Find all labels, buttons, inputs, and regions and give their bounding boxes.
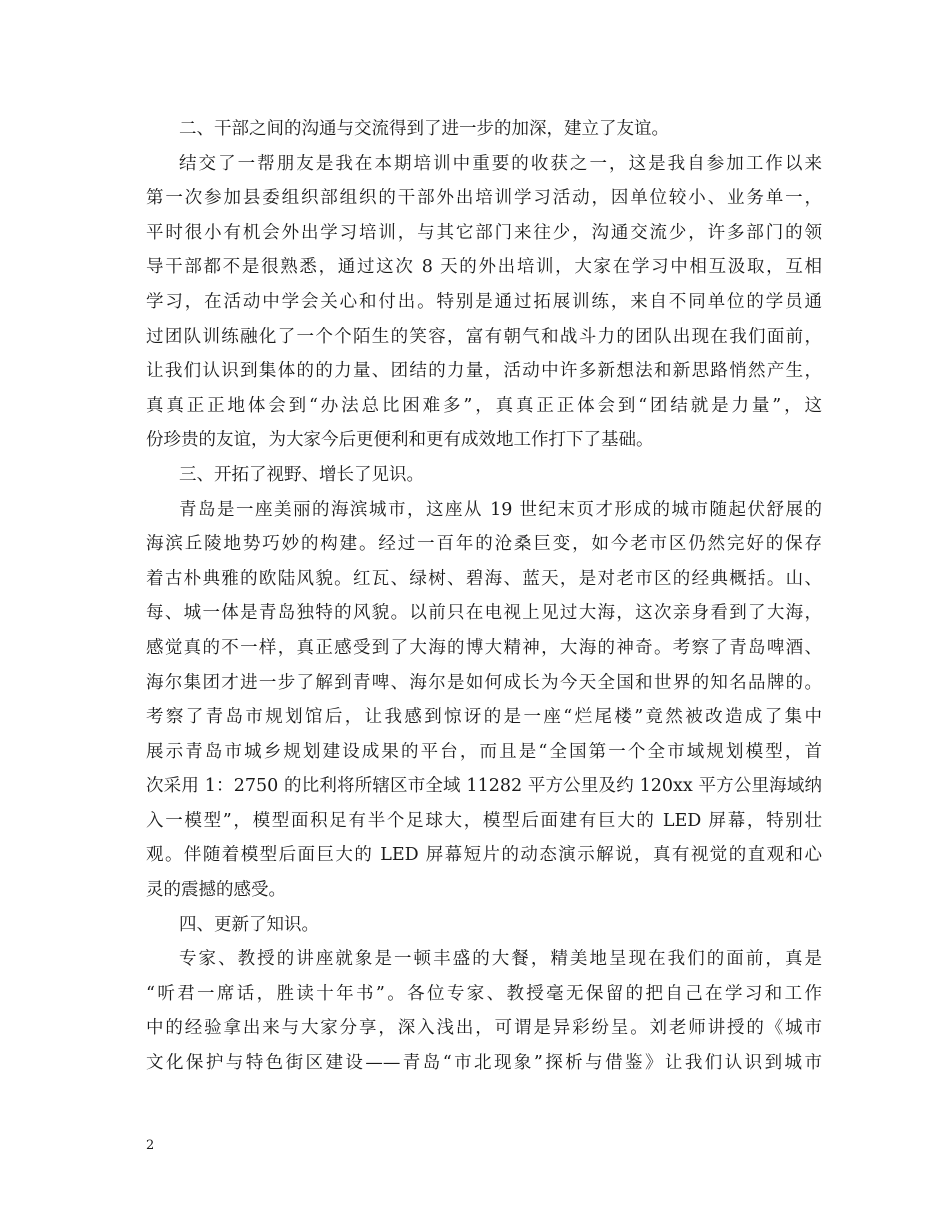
paragraph-line: 平时很小有机会外出学习培训，与其它部门来往少，沟通交流少，许多部门的领 bbox=[146, 222, 822, 243]
paragraph-heading: 二、干部之间的沟通与交流得到了进一步的加深，建立了友谊。 bbox=[179, 119, 669, 139]
paragraph-line: 结交了一帮朋友是我在本期培训中重要的收获之一，这是我自参加工作以来 bbox=[179, 153, 822, 174]
document-body bbox=[146, 112, 822, 1081]
paragraph-line: 第一次参加县委组织部组织的干部外出培训学习活动，因单位较小、业务单一， bbox=[146, 188, 822, 209]
paragraph-line: 专家、教授的讲座就象是一顿丰盛的大餐，精美地呈现在我们的面前，真是 bbox=[179, 949, 822, 970]
paragraph-line: 每、城一体是青岛独特的风貌。以前只在电视上见过大海，这次亲身看到了大海， bbox=[146, 603, 822, 624]
paragraph-line: 中的经验拿出来与大家分享，深入浅出，可谓是异彩纷呈。刘老师讲授的《城市 bbox=[146, 1018, 822, 1039]
paragraph-line: 过团队训练融化了一个个陌生的笑容，富有朝气和战斗力的团队出现在我们面前， bbox=[146, 326, 822, 347]
page-number: 2 bbox=[146, 1138, 155, 1153]
paragraph-line: 真真正正地体会到“办法总比困难多”，真真正正体会到“团结就是力量”，这 bbox=[146, 395, 822, 416]
paragraph-line: 让我们认识到集体的的力量、团结的力量，活动中许多新想法和新思路悄然产生， bbox=[146, 361, 822, 382]
paragraph-line: 感觉真的不一样，真正感受到了大海的博大精神，大海的神奇。考察了青岛啤酒、 bbox=[146, 637, 822, 658]
paragraph-line: “听君一席话，胜读十年书”。各位专家、教授毫无保留的把自己在学习和工作 bbox=[146, 983, 822, 1004]
paragraph-line: 海尔集团才进一步了解到青啤、海尔是如何成长为今天全国和世界的知名品牌的。 bbox=[146, 672, 822, 693]
paragraph-heading: 三、开拓了视野、增长了见识。 bbox=[179, 464, 424, 485]
paragraph-line: 灵的震撼的感受。 bbox=[146, 880, 286, 901]
paragraph-line: 考察了青岛市规划馆后，让我感到惊讶的是一座“烂尾楼”竟然被改造成了集中 bbox=[146, 707, 822, 728]
paragraph-line: 海滨丘陵地势巧妙的构建。经过一百年的沧桑巨变，如今老市区仍然完好的保存 bbox=[146, 534, 822, 555]
paragraph-line: 份珍贵的友谊，为大家今后更便利和更有成效地工作打下了基础。 bbox=[146, 430, 654, 451]
paragraph-line: 观。伴随着模型后面巨大的 LED 屏幕短片的动态演示解说，真有视觉的直观和心 bbox=[146, 845, 822, 866]
paragraph-line: 入一模型”，模型面积足有半个足球大，模型后面建有巨大的 LED 屏幕，特别壮 bbox=[146, 810, 822, 831]
paragraph-line: 导干部都不是很熟悉，通过这次 8 天的外出培训，大家在学习中相互汲取，互相 bbox=[146, 257, 822, 278]
paragraph-line: 展示青岛市城乡规划建设成果的平台，而且是“全国第一个全市域规划模型，首 bbox=[146, 741, 822, 762]
paragraph-heading: 四、更新了知识。 bbox=[179, 914, 319, 935]
paragraph-line: 青岛是一座美丽的海滨城市，这座从 19 世纪末页才形成的城市随起伏舒展的 bbox=[179, 499, 822, 520]
paragraph-line: 着古朴典雅的欧陆风貌。红瓦、绿树、碧海、蓝天，是对老市区的经典概括。山、 bbox=[146, 568, 822, 589]
paragraph-line: 次采用 1：2750 的比利将所辖区市全域 11282 平方公里及约 120xx 平方公里海域纳 bbox=[146, 776, 822, 797]
paragraph-line: 学习，在活动中学会关心和付出。特别是通过拓展训练，来自不同单位的学员通 bbox=[146, 291, 822, 312]
paragraph-line: 文化保护与特色街区建设——青岛“市北现象”探析与借鉴》让我们认识到城市 bbox=[146, 1053, 822, 1074]
